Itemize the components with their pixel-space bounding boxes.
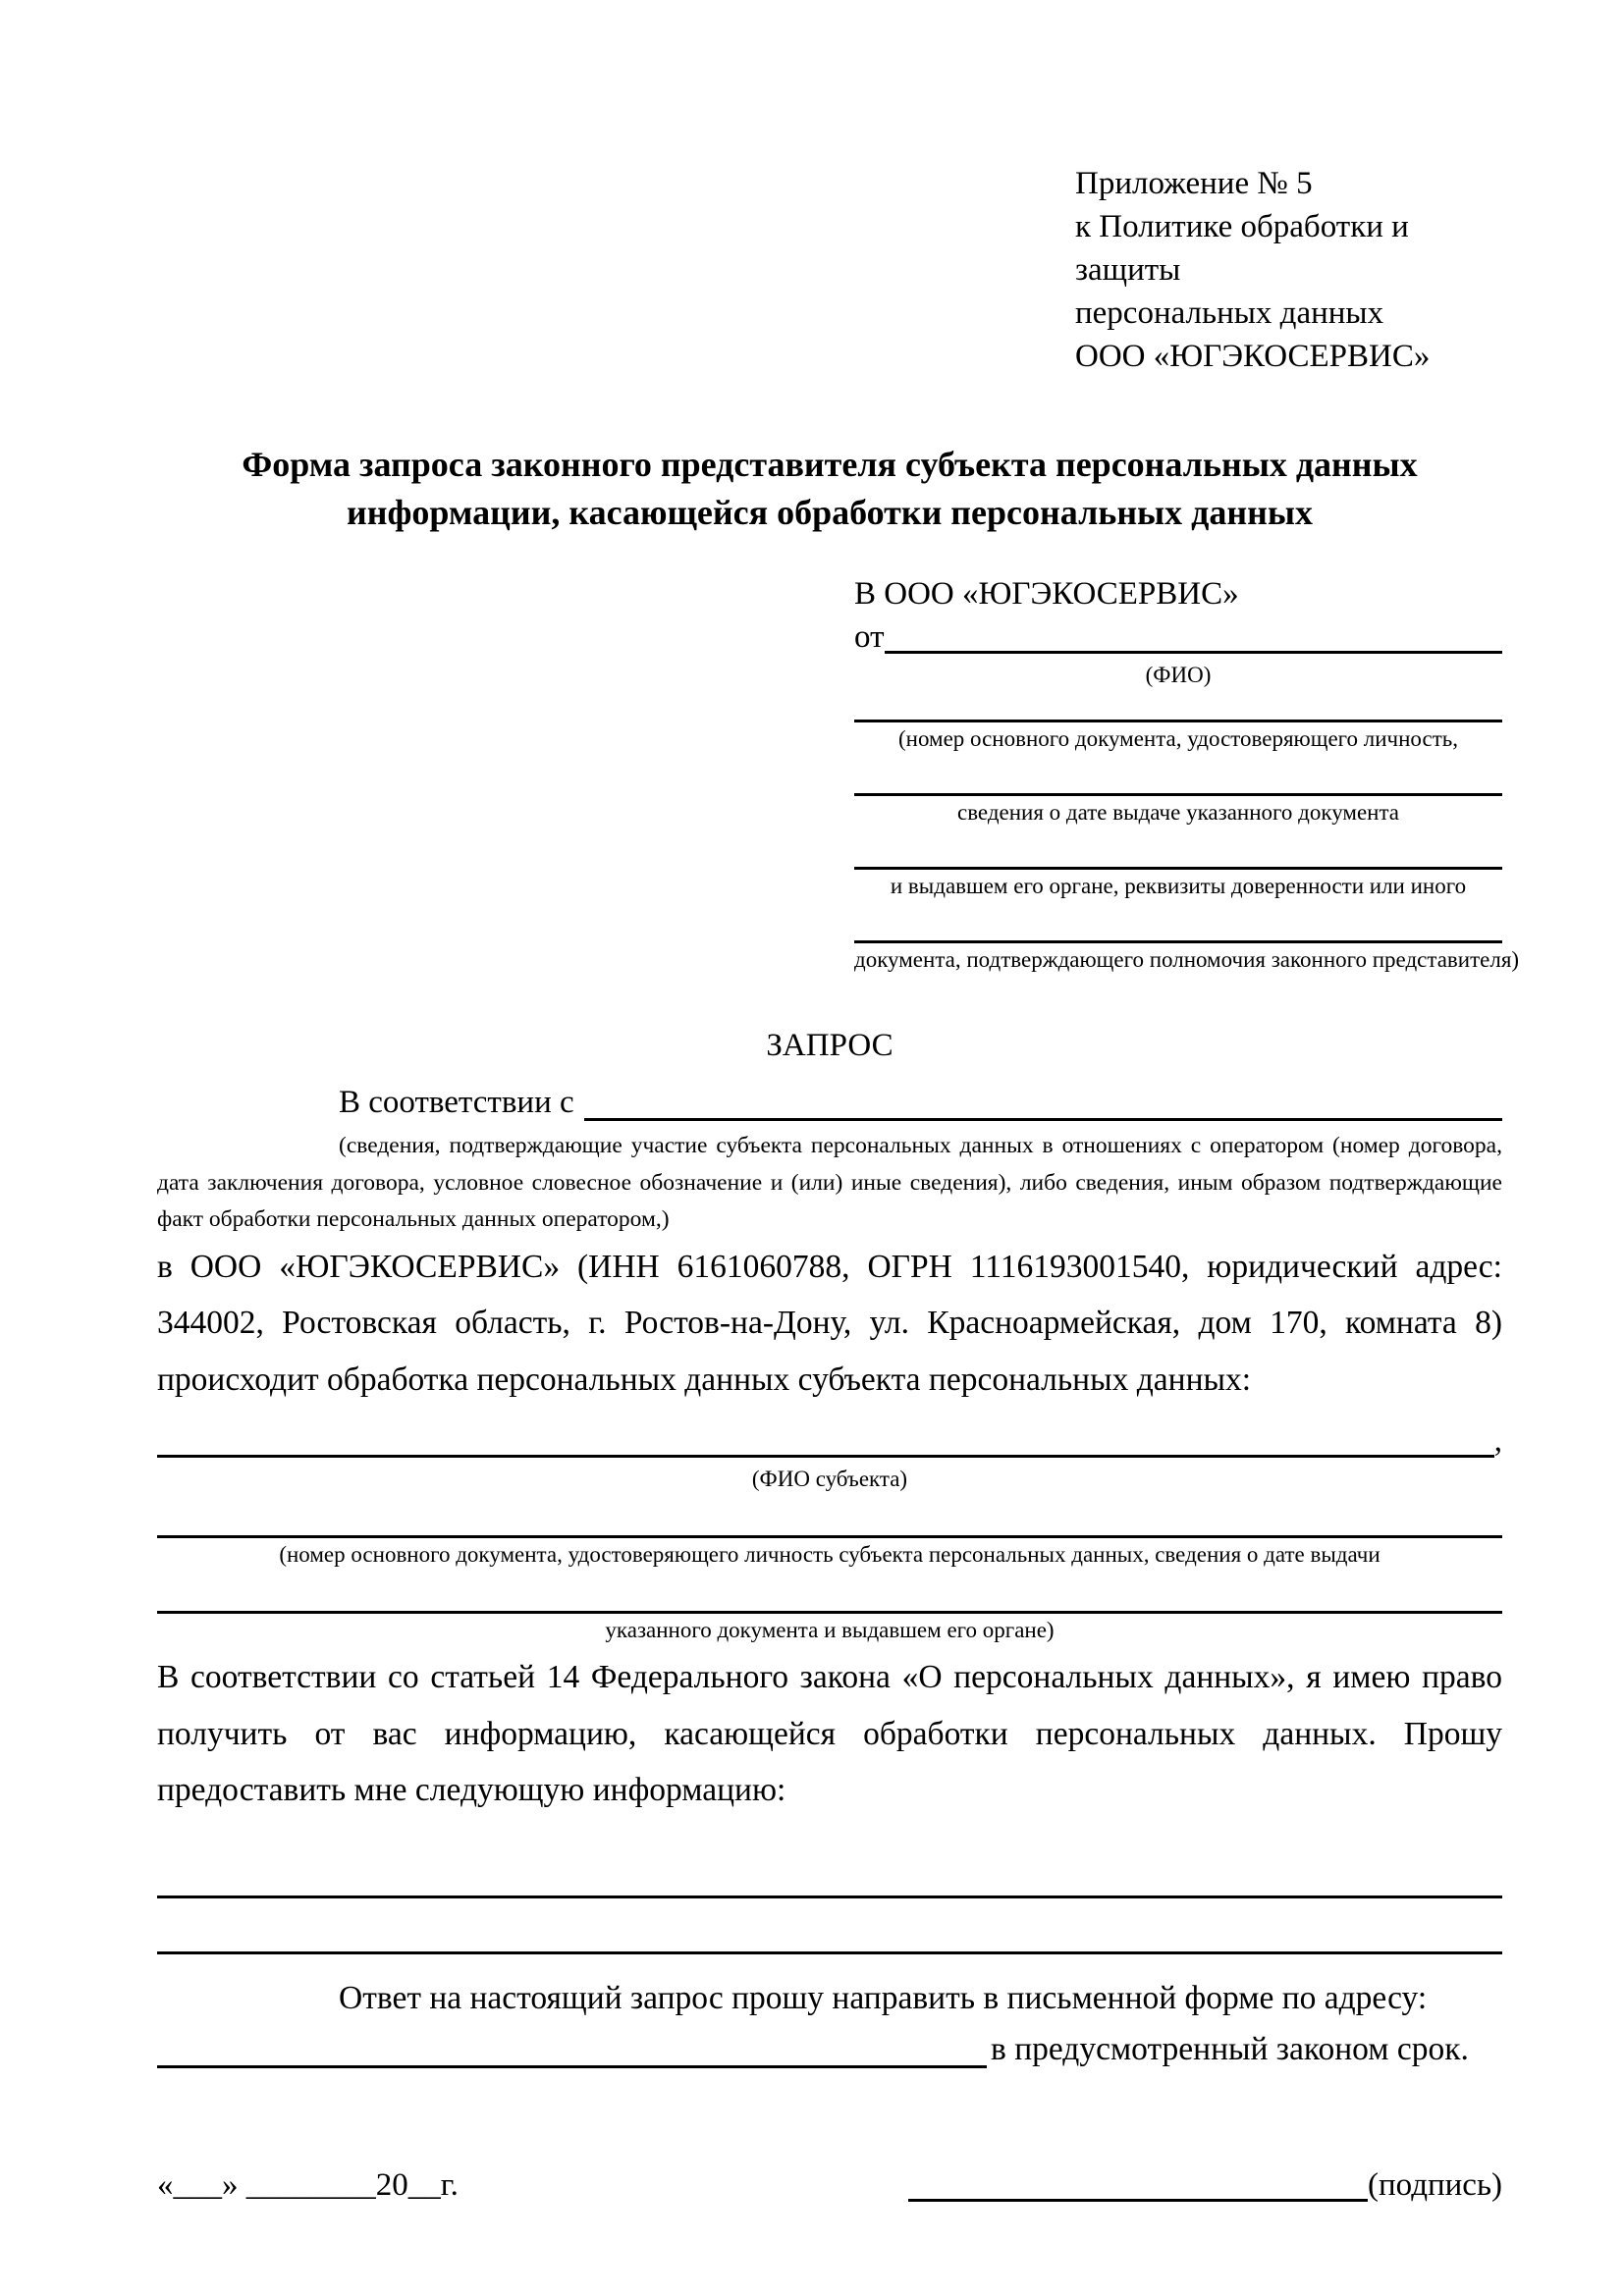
addressee-doc-group bbox=[854, 909, 1520, 973]
fio-subject-comma: , bbox=[1493, 1423, 1502, 1459]
addressee-block bbox=[854, 572, 1520, 973]
annex-header-line: ООО «ЮГЭКОСЕРВИС» bbox=[1075, 339, 1431, 374]
from-blank-line bbox=[885, 615, 1503, 654]
reply-address-row bbox=[157, 2026, 1502, 2073]
law-paragraph: В соответствии со статьей 14 Федерального закона «О персональных данных», я имею право получить от вас информацию, касающейся обработки персональных данных. Прошу предоставить мне следующую информацию: bbox=[157, 1659, 1502, 1808]
annex-header-line: Приложение № 5 bbox=[1075, 166, 1313, 201]
addressee-caption-4: документа, подтверждающего полномочия законного представителя) bbox=[854, 947, 1520, 972]
blank-line bbox=[157, 1492, 1502, 1538]
accordance-blank-line bbox=[584, 1079, 1502, 1121]
document-title bbox=[157, 441, 1502, 537]
blank-line bbox=[157, 1568, 1502, 1614]
document-title-line1: Форма запроса законного представителя субъекта персональных данных bbox=[242, 445, 1418, 484]
fio-caption: (ФИО) bbox=[1145, 663, 1212, 687]
signature-right-group bbox=[908, 2163, 1502, 2207]
blank-line bbox=[854, 835, 1502, 870]
addressee-to: В ООО «ЮГЭКОСЕРВИС» bbox=[854, 576, 1239, 612]
reply-tail: в предусмотренный законом срок. bbox=[991, 2031, 1469, 2067]
request-heading: ЗАПРОС bbox=[766, 1028, 893, 1063]
from-label: от bbox=[854, 619, 885, 655]
signature-date-blank: «___» ________20__г. bbox=[157, 2167, 459, 2203]
reply-paragraph: Ответ на настоящий запрос прошу направить в письменной форме по адресу: bbox=[339, 1979, 1428, 2016]
addressee-caption-1: (номер основного документа, удостоверяющего личность, bbox=[897, 726, 1458, 751]
addressee-from-row bbox=[854, 615, 1502, 659]
blank-line bbox=[854, 762, 1502, 796]
subject-doc-group bbox=[157, 1568, 1502, 1643]
annex-header-line: к Политике обработки и защиты bbox=[1075, 209, 1409, 288]
accordance-row bbox=[157, 1079, 1502, 1126]
fio-subject-blank-line bbox=[157, 1419, 1494, 1458]
annex-header-line: персональных данных bbox=[1075, 295, 1384, 331]
addressee-doc-group bbox=[854, 762, 1502, 826]
information-blank-line-2 bbox=[157, 1898, 1502, 1954]
addressee-caption-2: сведения о дате выдаче указанного документа bbox=[956, 800, 1400, 825]
operator-paragraph: в ООО «ЮГЭКОСЕРВИС» (ИНН 6161060788, ОГРН 1116193001540, юридический адрес: 344002, Ростовская область, г. Ростов-на-Дону, ул. Красноармейская, дом 170, комната 8) происходит обработка персональных данных субъекта персональных данных: bbox=[157, 1248, 1502, 1398]
subject-doc-caption-2: указанного документа и выдавшем его органе) bbox=[605, 1618, 1055, 1642]
fio-subject-caption: (ФИО субъекта) bbox=[751, 1467, 908, 1491]
information-blank-line-1 bbox=[157, 1862, 1502, 1898]
blank-line bbox=[854, 909, 1502, 943]
blank-line bbox=[854, 688, 1502, 722]
signature-row bbox=[157, 2163, 1502, 2207]
basis-caption: (сведения, подтверждающие участие субъекта персональных данных в отношениях с оператором (номер договора, дата заключения договора, условное словесное обозначение и (или) иные сведения), либо сведения, иным образом подтверждающие факт обработки персональных данных оператором,) bbox=[157, 1133, 1502, 1232]
accordance-label: В соответствии с bbox=[339, 1085, 574, 1120]
addressee-caption-3: и выдавшем его органе, реквизиты доверенности или иного bbox=[890, 874, 1467, 898]
subject-doc-caption-1: (номер основного документа, удостоверяющего личность субъекта персональных данных, сведения о дате выдачи bbox=[279, 1542, 1380, 1567]
annex-header bbox=[1075, 162, 1502, 378]
fio-subject-row bbox=[157, 1419, 1502, 1463]
addressee-doc-group bbox=[854, 835, 1502, 899]
addressee-doc-group bbox=[854, 688, 1502, 752]
document-title-line2: информации, касающейся обработки персональных данных bbox=[347, 493, 1313, 532]
reply-address-blank-line bbox=[157, 2026, 987, 2068]
signature-caption: (подпись) bbox=[1368, 2167, 1502, 2203]
subject-doc-group bbox=[157, 1492, 1502, 1568]
signature-blank-line bbox=[908, 2199, 1368, 2202]
